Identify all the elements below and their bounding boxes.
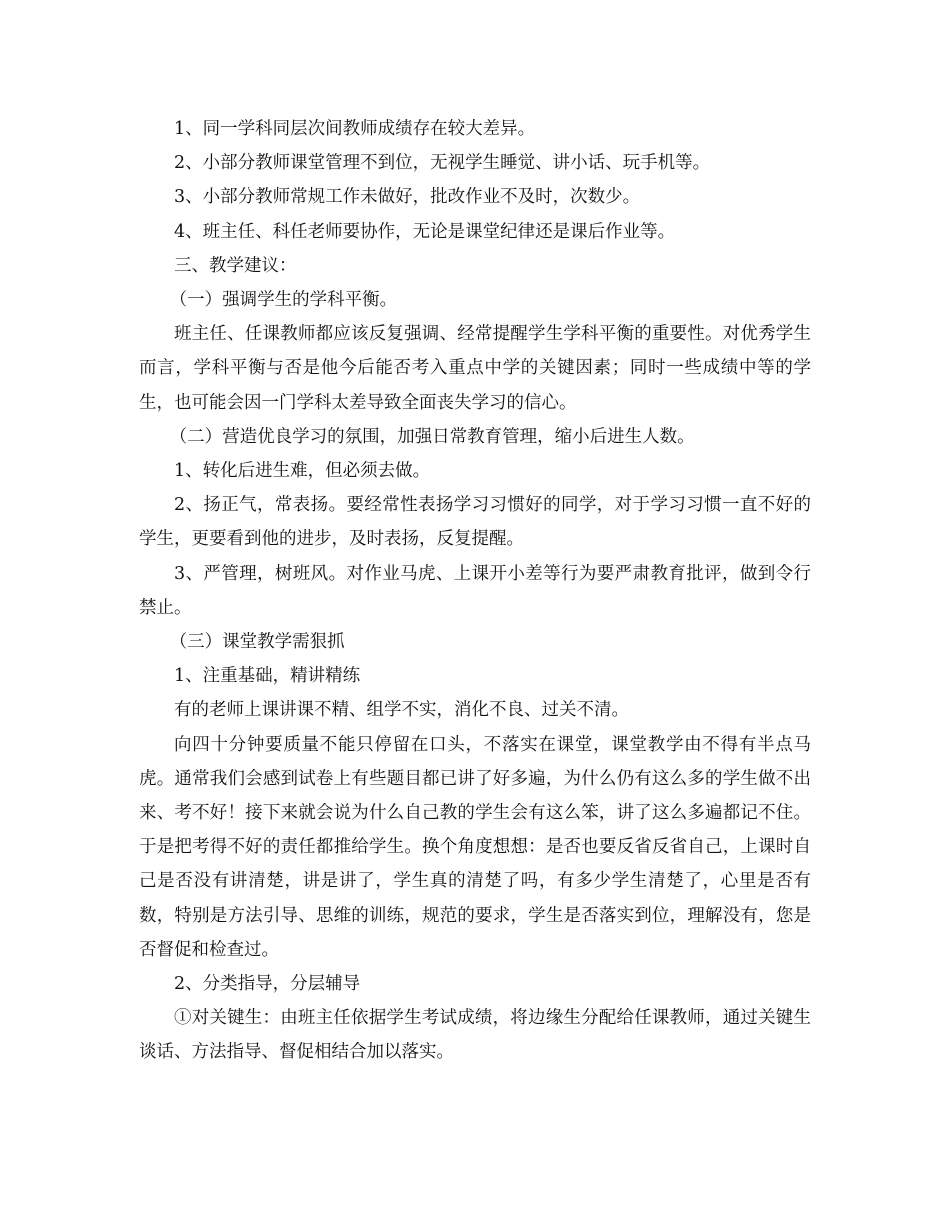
- list-item: 4、班主任、科任老师要协作，无论是课堂纪律还是课后作业等。: [174, 221, 676, 242]
- document-page: [139, 112, 811, 1070]
- subsection-heading: （一）强调学生的学科平衡。: [169, 290, 398, 311]
- list-item: 1、同一学科同层次间教师成绩存在较大差异。: [174, 119, 536, 139]
- list-item: 2、小部分教师课堂管理不到位，无视学生睡觉、讲小话、玩手机等。: [174, 153, 711, 174]
- subsection-heading: （二）营造优良学习的氛围，加强日常教育管理，缩小后进生人数。: [169, 426, 695, 447]
- body-paragraph: 有的老师上课讲课不精、组学不实，消化不良、过关不清。: [174, 700, 629, 721]
- list-item: 3、小部分教师常规工作未做好，批改作业不及时，次数少。: [174, 187, 641, 208]
- body-paragraph: ①对关键生：由班主任依据学生考试成绩，将边缘生分配给任课教师，通过关键生谈话、方法指导、督促相结合加以落实。: [139, 1008, 811, 1063]
- body-paragraph: 班主任、任课教师都应该反复强调、经常提醒学生学科平衡的重要性。对优秀学生而言，学科平衡与否是他今后能否考入重点中学的关键因素；同时一些成绩中等的学生，也可能会因一门学科太差导致全面丧失学习的信心。: [139, 324, 811, 413]
- section-heading: 三、教学建议：: [174, 255, 297, 276]
- list-item: 3、严管理，树班风。对作业马虎、上课开小差等行为要严肃教育批评，做到令行禁止。: [139, 563, 811, 618]
- body-paragraph: 向四十分钟要质量不能只停留在口头，不落实在课堂，课堂教学由不得有半点马虎。通常我们会感到试卷上有些题目都已讲了好多遍，为什么仍有这么多的学生做不出来、考不好！接下来就会说为什么自己教的学生会有这么笨，讲了这么多遍都记不住。于是把考得不好的责任都推给学生。换个角度想想：是否也要反省反省自己，上课时自己是否没有讲清楚，讲是讲了，学生真的清楚了吗，有多少学生清楚了，心里是否有数，特别是方法引导、思维的训练，规范的要求，学生是否落实到位，理解没有，您是否督促和检查过。: [139, 734, 811, 960]
- subsection-heading: （三）课堂教学需狠抓: [169, 632, 345, 653]
- list-item: 2、分类指导，分层辅导: [174, 974, 361, 995]
- list-item: 1、注重基础，精讲精练: [174, 666, 361, 687]
- list-item: 2、扬正气，常表扬。要经常性表扬学习习惯好的同学，对于学习习惯一直不好的学生，更要看到他的进步，及时表扬，反复提醒。: [139, 495, 811, 550]
- list-item: 1、转化后进生难，但必须去做。: [174, 461, 431, 482]
